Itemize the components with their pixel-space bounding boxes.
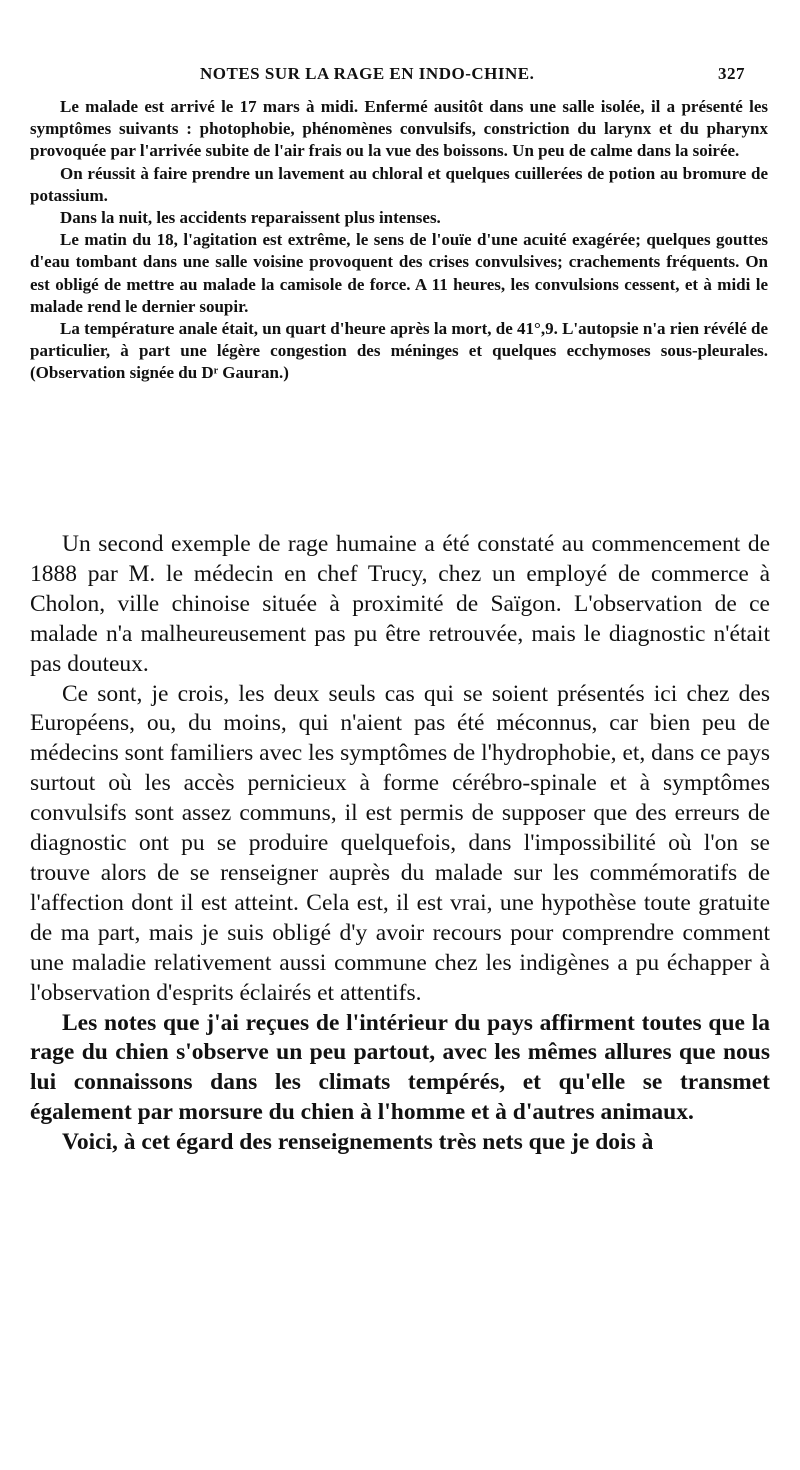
observation-paragraph: Le matin du 18, l'agitation est extrême, le sens de l'ouïe d'une acuité exagérée; quelques gouttes d'eau tombant dans une salle voisine provoquent des crises convulsives; crachements fréquents. On est obligé de mettre au malade la camisole de force. A 11 heures, les convulsions cessent, et à midi le malade rend le dernier soupir.: [30, 230, 768, 316]
observation-paragraph: Dans la nuit, les accidents reparaissent plus intenses.: [60, 208, 441, 228]
body-paragraph: Un second exemple de rage humaine a été constaté au commencement de 1888 par M. le médecin en chef Trucy, chez un employé de commerce à Cholon, ville chinoise située à proximité de Saïgon. L'observation de ce malade n'a malheureusement pas pu être retrouvée, mais le diagnostic n'était pas douteux.: [30, 531, 770, 677]
observation-paragraph: On réussit à faire prendre un lavement au chloral et quelques cuillerées de potion au bromure de potassium.: [30, 163, 768, 205]
main-text-block: [30, 530, 770, 1158]
running-header: [60, 62, 745, 90]
body-paragraph: Les notes que j'ai reçues de l'intérieur du pays affirment toutes que la rage du chien s'observe un peu partout, avec les mêmes allures que nous lui connaissons dans les climats tempérés, et qu'elle se transmet également par morsure du chien à l'homme et à d'autres animaux.: [30, 1009, 770, 1126]
observation-block: [30, 96, 768, 385]
body-paragraph: Voici, à cet égard des renseignements très nets que je dois à: [62, 1129, 654, 1156]
observation-paragraph: La température anale était, un quart d'heure après la mort, de 41°,9. L'autopsie n'a rien révélé de particulier, à part une légère congestion des méninges et quelques ecchymoses sous-pleurales. (Observation signée du Dʳ Gauran.): [30, 319, 768, 383]
body-paragraph: Ce sont, je crois, les deux seuls cas qui se soient présentés ici chez des Européens, ou, du moins, qui n'aient pas été méconnus, car bien peu de médecins sont familiers avec les symptômes de l'hydrophobie, et, dans ce pays surtout où les accès pernicieux à forme cérébro-spinale et à symptômes convulsifs sont assez communs, il est permis de supposer que des erreurs de diagnostic ont pu se produire quelquefois, dans l'impossibilité où l'on se trouve alors de se renseigner auprès du malade sur les commémoratifs de l'affection dont il est atteint. Cela est, il est vrai, une hypothèse toute gratuite de ma part, mais je suis obligé d'y avoir recours pour comprendre comment une maladie relativement aussi commune chez les indigènes a pu échapper à l'observation d'esprits éclairés et attentifs.: [30, 680, 770, 1006]
page-number: 327: [718, 64, 745, 83]
observation-paragraph: Le malade est arrivé le 17 mars à midi. Enfermé ausitôt dans une salle isolée, il a présenté les symptômes suivants : photophobie, phénomènes convulsifs, constriction du larynx et du pharynx provoquée par l'arrivée subite de l'air frais ou la vue des boissons. Un peu de calme dans la soirée.: [30, 97, 768, 161]
running-title: NOTES SUR LA RAGE EN INDO-CHINE.: [200, 64, 535, 83]
